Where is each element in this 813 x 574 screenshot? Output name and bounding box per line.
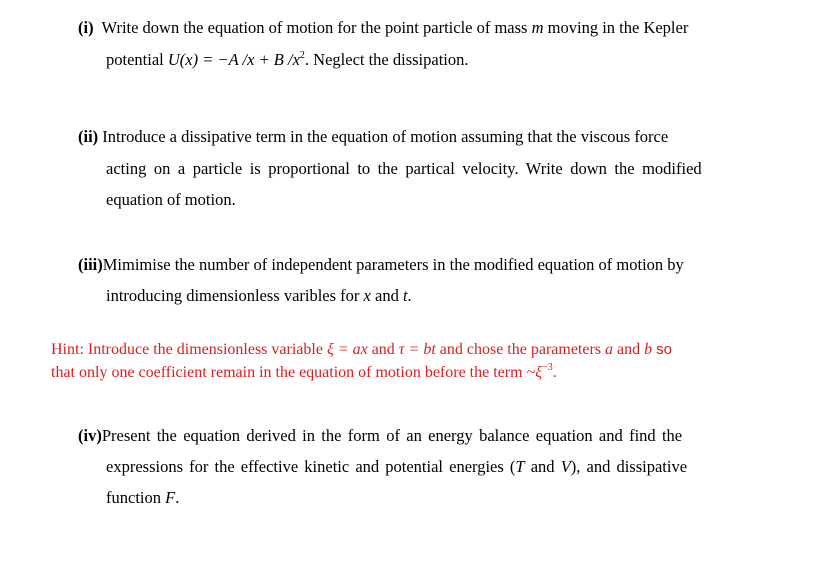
question-2-text-3: equation of motion.: [106, 190, 236, 209]
question-1-line-1: [78, 18, 688, 38]
period: .: [407, 286, 412, 305]
question-3-line-1: [78, 255, 684, 275]
and-word: and: [617, 341, 641, 358]
question-1-label: (i): [78, 18, 94, 37]
param-b: b: [644, 341, 653, 358]
term-expression: ~ξ: [526, 364, 543, 381]
potential-expression: U(x) = −A /x + B /x: [167, 50, 300, 69]
question-3-text-1: Mimimise the number of independent parameters in the modified equation of motion by: [102, 255, 684, 274]
question-1-text-tail: . Neglect the dissipation.: [304, 50, 469, 69]
question-2-line-2: [106, 159, 702, 179]
potential-power: 2: [299, 50, 305, 61]
question-4-text-2: expressions for the effective kinetic and potential energies (: [106, 457, 516, 476]
param-a: a: [605, 341, 614, 358]
hint-line-2: [51, 363, 557, 383]
symbol-V: V: [560, 457, 571, 476]
xi-expression: ξ = ax: [326, 341, 368, 358]
question-4-line-3: [106, 488, 179, 508]
period: .: [552, 364, 557, 381]
question-1-text-end: moving in the Kepler: [547, 18, 689, 37]
variable-x: x: [363, 286, 371, 305]
question-2-text-2: acting on a particle is proportional to the partical velocity. Write down the modified: [106, 159, 702, 178]
period: .: [175, 488, 180, 507]
question-3-label: (iii): [78, 255, 103, 274]
question-2-label: (ii): [78, 127, 99, 146]
question-1-text: Write down the equation of motion for the point particle of mass: [101, 18, 528, 37]
question-4-text-1: Present the equation derived in the form of an energy balance equation and find the: [101, 426, 683, 445]
symbol-T: T: [515, 457, 525, 476]
question-2-text-1: Introduce a dissipative term in the equation of motion assuming that the viscous force: [102, 127, 669, 146]
hint-text-1: Hint: Introduce the dimensionless variable: [51, 341, 323, 358]
question-2-line-3: [106, 190, 236, 210]
and-word: and: [375, 286, 399, 305]
tau-expression: τ = bt: [398, 341, 436, 358]
hint-text-end: so: [656, 341, 672, 358]
question-4-text-2-end: ), and dissipative: [570, 457, 688, 476]
hint-line-1: [51, 340, 672, 360]
question-4-label: (iv): [78, 426, 102, 445]
hint-text-2: that only one coefficient remain in the equation of motion before the term: [51, 364, 523, 381]
hint-text-mid: and chose the parameters: [439, 341, 602, 358]
mass-symbol: m: [531, 18, 544, 37]
potential-word: potential: [106, 50, 164, 69]
symbol-F: F: [165, 488, 176, 507]
question-2-line-1: [78, 127, 768, 147]
variable-t: t: [402, 286, 408, 305]
question-4-line-1: [78, 426, 682, 446]
term-power: −3: [542, 362, 553, 373]
and-word: and: [530, 457, 555, 476]
question-4-text-3: function: [106, 488, 161, 507]
and-word: and: [371, 341, 395, 358]
question-4-line-2: [106, 457, 687, 477]
question-3-line-2: [106, 286, 412, 306]
question-1-line-2: [106, 50, 469, 70]
question-3-text-2: introducing dimensionless varibles for: [106, 286, 360, 305]
